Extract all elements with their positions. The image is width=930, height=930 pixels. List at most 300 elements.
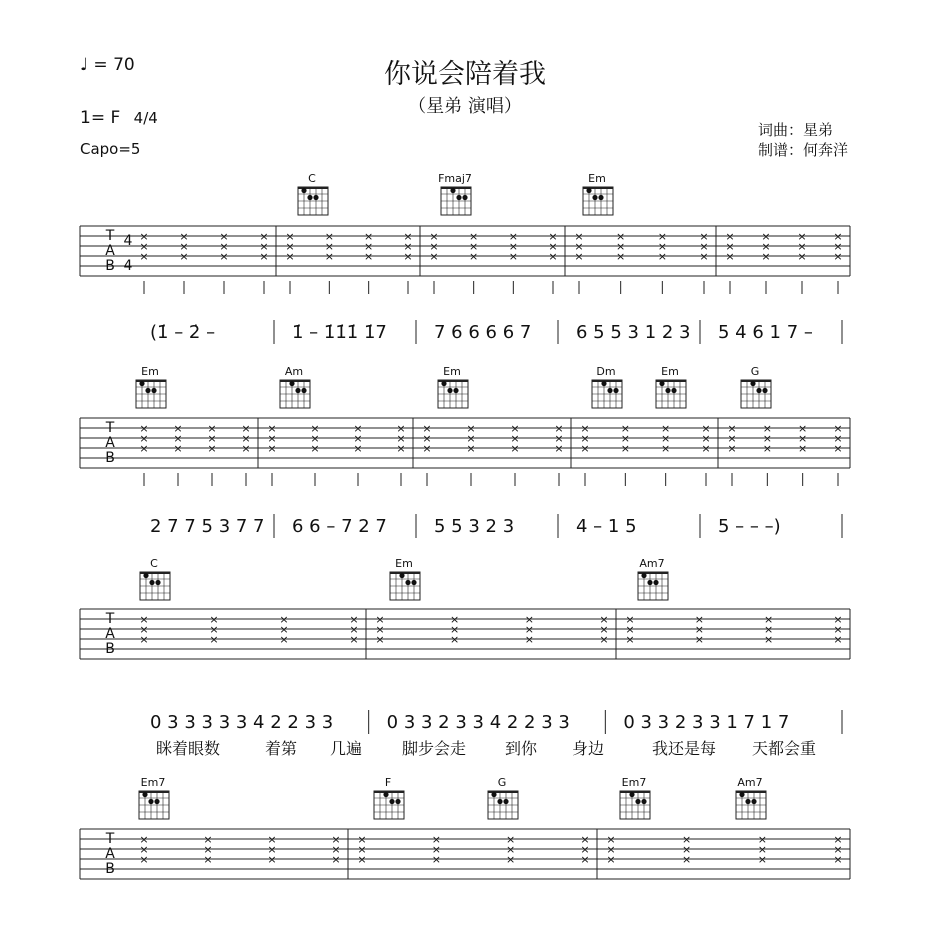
tab-note: × [616, 230, 626, 243]
tab-note: × [203, 853, 213, 866]
tab-note: × [267, 432, 277, 445]
chord-diagram [374, 776, 404, 819]
tab-note: × [510, 432, 520, 445]
finger-dot [497, 799, 502, 804]
tab-note: × [510, 442, 520, 455]
finger-dot [641, 799, 646, 804]
tab-note: × [310, 432, 320, 445]
tab-note: × [699, 240, 709, 253]
finger-dot [659, 381, 664, 386]
tab-note: × [699, 230, 709, 243]
tab-note: × [757, 843, 767, 856]
tab-note: × [203, 843, 213, 856]
lyricist-composer: 词曲：星弟 [757, 121, 833, 139]
tab-clef-letter: A [105, 846, 115, 862]
tab-note: × [139, 833, 149, 846]
chord-name: Am [284, 365, 304, 378]
tab-note: × [620, 432, 630, 445]
finger-dot [613, 388, 618, 393]
tab-note: × [548, 240, 558, 253]
tab-note: × [396, 422, 406, 435]
tab-note: × [661, 422, 671, 435]
finger-dot [671, 388, 676, 393]
tab-note: × [764, 623, 774, 636]
tab-note: × [616, 250, 626, 263]
tab-note: × [506, 853, 516, 866]
tab-clef-letter: B [105, 450, 115, 466]
chord-name: G [497, 776, 507, 789]
tab-note: × [310, 442, 320, 455]
tab-note: × [727, 442, 737, 455]
tab-system [80, 776, 850, 879]
tab-note: × [620, 422, 630, 435]
chord-name: Em [443, 365, 461, 378]
tab-note: × [574, 240, 584, 253]
transcriber: 制谱：何奔洋 [757, 141, 848, 159]
tab-clef-letter: T [105, 420, 115, 436]
tab-note: × [797, 240, 807, 253]
finger-dot [665, 388, 670, 393]
tab-note: × [466, 422, 476, 435]
chord-diagram [741, 365, 771, 408]
tab-note: × [699, 250, 709, 263]
chord-diagram [638, 557, 668, 600]
tab-note: × [606, 843, 616, 856]
finger-dot [301, 188, 306, 193]
tab-note: × [357, 833, 367, 846]
finger-dot [607, 388, 612, 393]
notation-measure: (1̇ – 2̇ – [150, 322, 216, 343]
tab-note: × [364, 230, 374, 243]
tab-note: × [727, 432, 737, 445]
tab-note: × [139, 250, 149, 263]
tab-note: × [762, 432, 772, 445]
capo-marking: Capo=5 [80, 140, 141, 158]
tab-note: × [179, 240, 189, 253]
tab-clef-letter: T [105, 611, 115, 627]
tab-note: × [324, 250, 334, 263]
finger-dot [139, 381, 144, 386]
finger-dot [411, 580, 416, 585]
tab-note: × [349, 633, 359, 646]
tab-note: × [431, 833, 441, 846]
tab-note: × [694, 633, 704, 646]
tab-note: × [207, 432, 217, 445]
tab-note: × [357, 853, 367, 866]
tab-note: × [833, 240, 843, 253]
tab-note: × [682, 853, 692, 866]
notation-measure: 1̇ – 1̇1̇1̇ 1̇7 [292, 322, 387, 343]
tab-note: × [364, 250, 374, 263]
tab-note: × [833, 422, 843, 435]
finger-dot [462, 195, 467, 200]
tab-note: × [466, 432, 476, 445]
tab-note: × [207, 422, 217, 435]
tab-note: × [682, 843, 692, 856]
tab-note: × [625, 623, 635, 636]
lyric-text: 脚步会走 [402, 739, 467, 758]
chord-diagram [438, 172, 472, 215]
lyric-text: 天都会重 [752, 739, 817, 758]
tab-note: × [375, 633, 385, 646]
finger-dot [447, 388, 452, 393]
time-sig-top: 4 [123, 233, 133, 249]
tab-note: × [548, 230, 558, 243]
notation-measure: 0 3 3 2 3 3 1 7 1 7 [623, 712, 790, 733]
tab-note: × [357, 843, 367, 856]
time-sig-bottom: 4 [123, 258, 133, 274]
finger-dot [154, 799, 159, 804]
tab-note: × [580, 422, 590, 435]
tab-note: × [324, 240, 334, 253]
chord-name: C [150, 557, 158, 570]
tab-note: × [833, 633, 843, 646]
tab-note: × [241, 422, 251, 435]
notation-measure: 0 3 3 3 3 3 4 2 2 3 3 [150, 712, 334, 733]
finger-dot [453, 388, 458, 393]
tab-note: × [219, 230, 229, 243]
tab-note: × [599, 633, 609, 646]
tab-note: × [259, 250, 269, 263]
tab-note: × [701, 422, 711, 435]
tab-note: × [173, 422, 183, 435]
finger-dot [750, 381, 755, 386]
tab-note: × [797, 230, 807, 243]
tab-note: × [450, 613, 460, 626]
tab-note: × [725, 250, 735, 263]
tab-note: × [469, 250, 479, 263]
tab-note: × [139, 230, 149, 243]
tab-note: × [682, 833, 692, 846]
finger-dot [307, 195, 312, 200]
finger-dot [289, 381, 294, 386]
tab-note: × [761, 240, 771, 253]
tab-note: × [574, 230, 584, 243]
tab-note: × [725, 240, 735, 253]
chord-name: Fmaj7 [438, 172, 472, 185]
finger-dot [389, 799, 394, 804]
finger-dot [751, 799, 756, 804]
tab-note: × [207, 442, 217, 455]
tab-note: × [331, 833, 341, 846]
tab-clef-letter: A [105, 243, 115, 259]
tab-note: × [833, 442, 843, 455]
tab-note: × [599, 613, 609, 626]
tab-note: × [241, 442, 251, 455]
tab-note: × [422, 422, 432, 435]
tab-note: × [580, 853, 590, 866]
lyric-text: 我还是每 [652, 739, 717, 758]
tab-note: × [580, 442, 590, 455]
tab-note: × [469, 230, 479, 243]
tab-note: × [701, 442, 711, 455]
tab-note: × [139, 432, 149, 445]
tab-note: × [285, 230, 295, 243]
tab-note: × [396, 432, 406, 445]
tab-note: × [727, 422, 737, 435]
chord-diagram [139, 776, 169, 819]
notation-measure: 5 5 3 2 3 [434, 516, 515, 537]
tab-note: × [506, 843, 516, 856]
tab-note: × [139, 843, 149, 856]
finger-dot [653, 580, 658, 585]
finger-dot [295, 388, 300, 393]
tab-note: × [466, 442, 476, 455]
tab-note: × [139, 422, 149, 435]
chord-name: Em7 [621, 776, 647, 789]
tab-note: × [259, 240, 269, 253]
finger-dot [491, 792, 496, 797]
finger-dot [641, 573, 646, 578]
chord-diagram [298, 172, 328, 215]
finger-dot [441, 381, 446, 386]
chord-name: Em [661, 365, 679, 378]
finger-dot [503, 799, 508, 804]
lyric-text: 眯着眼数 [156, 739, 221, 758]
tab-note: × [203, 833, 213, 846]
tab-note: × [833, 432, 843, 445]
notation-measure: 5 – – –) [718, 516, 781, 537]
chord-diagram [438, 365, 468, 408]
tab-note: × [139, 613, 149, 626]
tab-note: × [179, 230, 189, 243]
tab-note: × [179, 250, 189, 263]
tab-note: × [267, 442, 277, 455]
finger-dot [399, 573, 404, 578]
chord-name: Em [141, 365, 159, 378]
finger-dot [145, 388, 150, 393]
tab-note: × [833, 250, 843, 263]
finger-dot [450, 188, 455, 193]
finger-dot [586, 188, 591, 193]
tempo-marking: ♩ = 70 [80, 55, 135, 75]
tab-note: × [279, 623, 289, 636]
tab-note: × [833, 230, 843, 243]
finger-dot [143, 573, 148, 578]
tab-note: × [219, 250, 229, 263]
tab-note: × [267, 833, 277, 846]
tab-note: × [764, 633, 774, 646]
tab-note: × [701, 432, 711, 445]
chord-diagram [656, 365, 686, 408]
tab-note: × [657, 250, 667, 263]
tab-note: × [173, 442, 183, 455]
tab-clef-letter: T [105, 831, 115, 847]
tab-clef-letter: A [105, 435, 115, 451]
tab-note: × [661, 432, 671, 445]
tab-note: × [606, 833, 616, 846]
tab-note: × [310, 422, 320, 435]
tab-note: × [279, 633, 289, 646]
tab-note: × [139, 623, 149, 636]
tab-note: × [762, 422, 772, 435]
tab-note: × [580, 843, 590, 856]
tab-note: × [403, 230, 413, 243]
tab-note: × [625, 633, 635, 646]
chord-diagram [140, 557, 170, 600]
finger-dot [598, 195, 603, 200]
tab-note: × [349, 613, 359, 626]
tab-note: × [580, 833, 590, 846]
tab-note: × [285, 250, 295, 263]
tab-note: × [694, 613, 704, 626]
finger-dot [647, 580, 652, 585]
tab-note: × [510, 422, 520, 435]
song-subtitle: （星弟 演唱） [408, 96, 522, 117]
tab-note: × [506, 833, 516, 846]
finger-dot [395, 799, 400, 804]
tab-note: × [431, 843, 441, 856]
tab-note: × [508, 230, 518, 243]
notation-measure: 7 6 6 6 6 7 [434, 322, 532, 343]
chord-diagram [736, 776, 766, 819]
tab-note: × [761, 250, 771, 263]
tab-system [80, 365, 850, 486]
tab-note: × [554, 432, 564, 445]
tab-clef-letter: B [105, 258, 115, 274]
tab-note: × [209, 633, 219, 646]
tab-note: × [833, 843, 843, 856]
tab-note: × [279, 613, 289, 626]
tab-note: × [429, 240, 439, 253]
tab-note: × [431, 853, 441, 866]
tab-note: × [725, 230, 735, 243]
chord-name: F [384, 776, 392, 789]
lyric-text: 着第 [265, 739, 298, 758]
tab-note: × [606, 853, 616, 866]
chord-name: Am7 [737, 776, 763, 789]
tab-note: × [798, 442, 808, 455]
tab-note: × [508, 250, 518, 263]
tab-note: × [375, 623, 385, 636]
tab-note: × [353, 442, 363, 455]
tab-note: × [353, 422, 363, 435]
finger-dot [142, 792, 147, 797]
tab-note: × [241, 432, 251, 445]
finger-dot [405, 580, 410, 585]
song-title: 你说会陪着我 [384, 59, 546, 90]
chord-diagram [280, 365, 310, 408]
tab-note: × [422, 442, 432, 455]
tab-note: × [450, 623, 460, 636]
tab-clef-letter: T [105, 228, 115, 244]
tab-note: × [396, 442, 406, 455]
tab-note: × [524, 633, 534, 646]
finger-dot [456, 195, 461, 200]
tab-note: × [833, 833, 843, 846]
notation-measure: 2 7 7 5 3 7 7 [150, 516, 265, 537]
chord-name: Em [395, 557, 413, 570]
tab-note: × [764, 613, 774, 626]
tab-note: × [267, 853, 277, 866]
lyric-text: 身边 [572, 739, 605, 758]
notation-measure: 0 3 3 2 3 3 4 2 2 3 3 [386, 712, 570, 733]
finger-dot [155, 580, 160, 585]
tab-note: × [833, 623, 843, 636]
tab-note: × [331, 853, 341, 866]
finger-dot [756, 388, 761, 393]
tab-note: × [554, 442, 564, 455]
tab-note: × [554, 422, 564, 435]
notation-measure: 5 4 6 1 7 – [718, 322, 813, 343]
tab-note: × [469, 240, 479, 253]
tab-note: × [353, 432, 363, 445]
finger-dot [762, 388, 767, 393]
finger-dot [592, 195, 597, 200]
notation-measure: 6 6 – 7 2 7 [292, 516, 387, 537]
tab-note: × [762, 442, 772, 455]
tab-note: × [757, 853, 767, 866]
tab-note: × [797, 250, 807, 263]
tab-note: × [694, 623, 704, 636]
tab-note: × [331, 843, 341, 856]
finger-dot [313, 195, 318, 200]
tab-note: × [429, 230, 439, 243]
chord-name: C [308, 172, 316, 185]
finger-dot [383, 792, 388, 797]
tab-note: × [833, 613, 843, 626]
tab-note: × [757, 833, 767, 846]
finger-dot [148, 799, 153, 804]
tab-note: × [173, 432, 183, 445]
tab-note: × [524, 623, 534, 636]
tab-clef-letter: B [105, 641, 115, 657]
chord-name: G [750, 365, 760, 378]
tab-note: × [139, 633, 149, 646]
tab-clef-letter: A [105, 626, 115, 642]
tab-system [80, 557, 850, 659]
notation-measure: 6 5 5 3 1 2 3 [576, 322, 691, 343]
tab-note: × [259, 230, 269, 243]
tab-note: × [548, 250, 558, 263]
chord-diagram [488, 776, 518, 819]
tab-note: × [324, 230, 334, 243]
tab-note: × [657, 240, 667, 253]
finger-dot [745, 799, 750, 804]
tab-note: × [620, 442, 630, 455]
chord-diagram [592, 365, 622, 408]
tab-note: × [403, 250, 413, 263]
finger-dot [151, 388, 156, 393]
tab-note: × [429, 250, 439, 263]
chord-diagram [620, 776, 650, 819]
tab-note: × [798, 422, 808, 435]
tab-note: × [267, 422, 277, 435]
chord-name: Dm [596, 365, 616, 378]
tab-note: × [798, 432, 808, 445]
tab-note: × [524, 613, 534, 626]
tab-note: × [761, 230, 771, 243]
tab-clef-letter: B [105, 861, 115, 877]
key-label: 1= F [80, 108, 121, 128]
finger-dot [629, 792, 634, 797]
chord-diagram [136, 365, 166, 408]
tab-note: × [375, 613, 385, 626]
finger-dot [635, 799, 640, 804]
tab-note: × [403, 240, 413, 253]
tab-note: × [267, 843, 277, 856]
finger-dot [301, 388, 306, 393]
chord-name: Em [588, 172, 606, 185]
tab-note: × [139, 442, 149, 455]
tab-note: × [599, 623, 609, 636]
chord-name: Am7 [639, 557, 665, 570]
chord-diagram [583, 172, 613, 215]
tab-note: × [219, 240, 229, 253]
tab-note: × [139, 240, 149, 253]
tab-note: × [349, 623, 359, 636]
tab-note: × [508, 240, 518, 253]
